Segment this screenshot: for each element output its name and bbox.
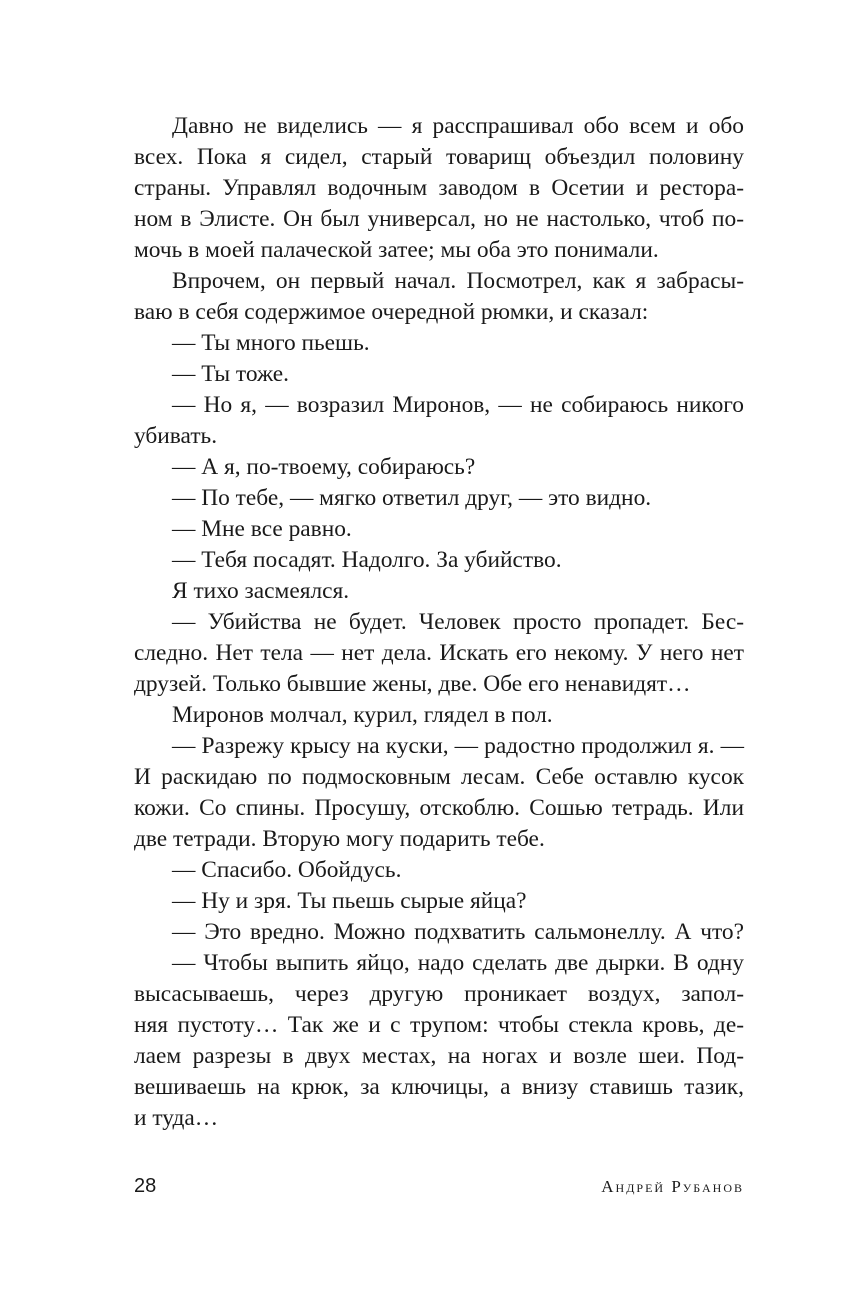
text-line: — Тебя посадят. Надолго. За убийство.: [172, 547, 562, 573]
text-line: Впрочем, он первый начал. Посмотрел, как я забрасы-: [172, 268, 744, 294]
running-footer-author: Андрей Рубанов: [601, 1177, 744, 1196]
text-line: — А я, по-твоему, собираюсь?: [172, 454, 476, 480]
text-line: И раскидаю по подмосковным лесам. Себе оставлю кусок: [134, 764, 744, 790]
page-body-text: [134, 111, 744, 1134]
text-line: Давно не виделись — я расспрашивал обо всем и обо: [172, 113, 744, 139]
text-line: убивать.: [134, 423, 218, 449]
text-line: ном в Элисте. Он был универсал, но не настолько, чтоб по-: [134, 206, 744, 232]
text-line: кожи. Со спины. Просушу, отскоблю. Сошью тетрадь. Или: [134, 795, 744, 821]
text-line: друзей. Только бывшие жены, две. Обе его ненавидят…: [134, 671, 691, 697]
text-line: страны. Управлял водочным заводом в Осетии и рестора-: [134, 175, 744, 201]
text-line: ваю в себя содержимое очередной рюмки, и сказал:: [134, 299, 649, 325]
text-line: — Ну и зря. Ты пьешь сырые яйца?: [172, 888, 527, 914]
text-line: вешиваешь на крюк, за ключицы, а внизу ставишь тазик,: [134, 1074, 744, 1100]
text-line: высасываешь, через другую проникает воздух, запол-: [134, 981, 744, 1007]
text-line: — Чтобы выпить яйцо, надо сделать две дырки. В одну: [172, 950, 744, 976]
text-line: всех. Пока я сидел, старый товарищ объездил половину: [134, 144, 744, 170]
text-line: — По тебе, — мягко ответил друг, — это видно.: [172, 485, 652, 511]
text-line: две тетради. Вторую могу подарить тебе.: [134, 826, 545, 852]
text-line: — Убийства не будет. Человек просто пропадет. Бес-: [172, 609, 744, 635]
text-line: няя пустоту… Так же и с трупом: чтобы стекла кровь, де-: [134, 1012, 744, 1038]
text-line: — Разрежу крысу на куски, — радостно продолжил я. —: [172, 733, 744, 759]
text-line: — Это вредно. Можно подхватить сальмонеллу. А что?: [172, 919, 744, 945]
text-line: Миронов молчал, курил, глядел в пол.: [172, 702, 553, 728]
text-line: и туда…: [134, 1105, 219, 1131]
text-line: — Спасибо. Обойдусь.: [172, 857, 402, 883]
text-line: — Но я, — возразил Миронов, — не собираюсь никого: [172, 392, 744, 418]
page-number: 28: [134, 1175, 157, 1197]
text-line: Я тихо засмеялся.: [172, 578, 350, 604]
text-line: мочь в моей палаческой затее; мы оба это понимали.: [134, 237, 659, 263]
text-line: — Мне все равно.: [172, 516, 352, 542]
text-line: лаем разрезы в двух местах, на ногах и возле шеи. Под-: [134, 1043, 744, 1069]
text-line: — Ты тоже.: [172, 361, 290, 387]
text-line: — Ты много пьешь.: [172, 330, 370, 356]
text-line: следно. Нет тела — нет дела. Искать его некому. У него нет: [134, 640, 744, 666]
